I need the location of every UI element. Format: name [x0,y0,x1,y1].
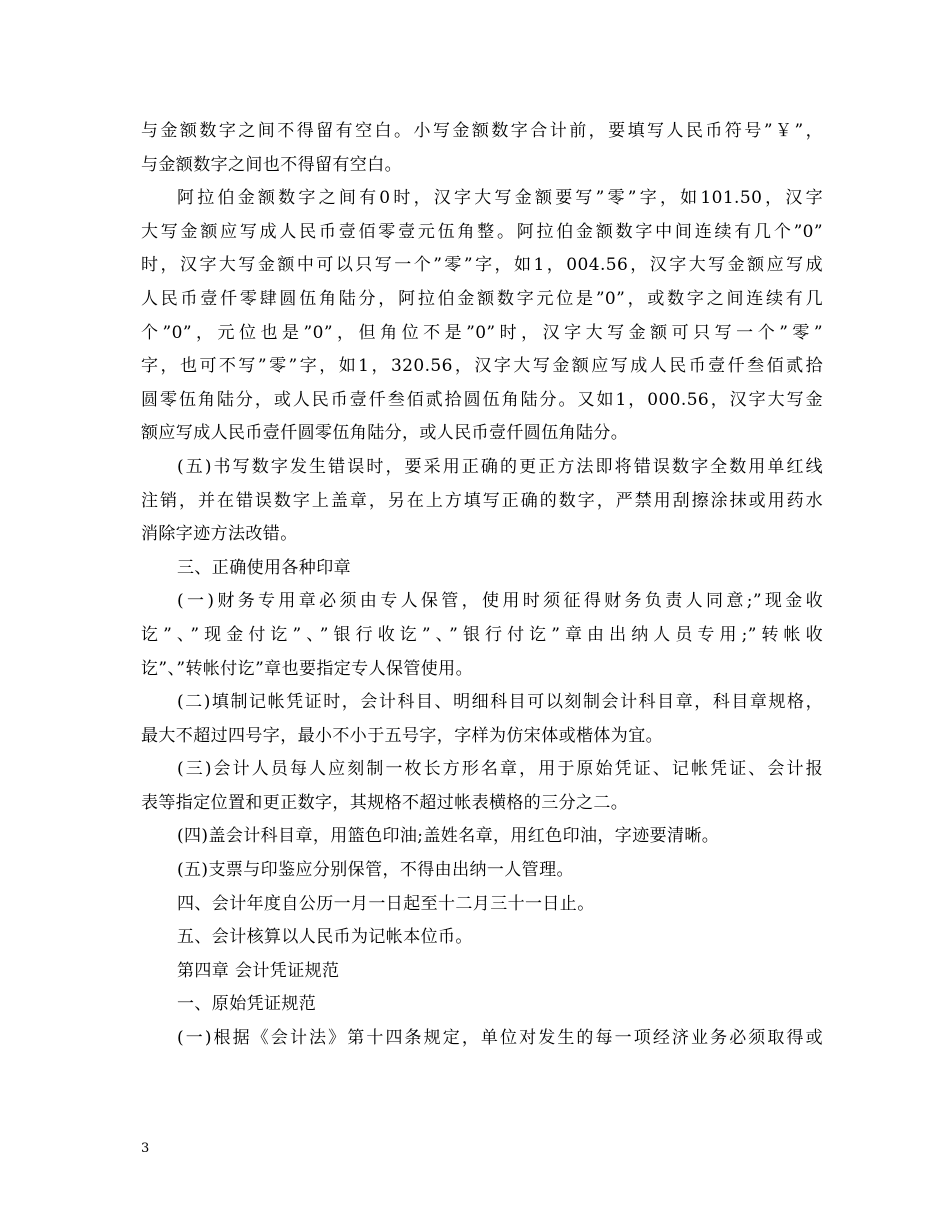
text-line: (五)支票与印鉴应分别保管，不得由出纳一人管理。 [177,860,574,881]
text-line: 大写金额应写成人民币壹佰零壹元伍角整。阿拉伯金额数字中间连续有几个”0” [141,221,823,242]
text-line: 圆零伍角陆分，或人民币壹仟叁佰贰拾圆伍角陆分。又如1，000.56，汉字大写金 [141,389,823,410]
text-line: 五、会计核算以人民币为记帐本位币。 [177,927,473,948]
text-line: (一)财务专用章必须由专人保管，使用时须征得财务负责人同意;”现金收 [177,591,823,612]
text-line: 第四章 会计凭证规范 [177,960,340,981]
text-line: 四、会计年度自公历一月一日起至十二月三十一日止。 [177,893,595,914]
text-line: 注销，并在错误数字上盖章，另在上方填写正确的数字，严禁用刮擦涂抹或用药水 [141,490,823,511]
text-line: 人民币壹仟零肆圆伍角陆分，阿拉伯金额数字元位是”0”，或数字之间连续有几 [141,288,823,309]
text-line: 表等指定位置和更正数字，其规格不超过帐表横格的三分之二。 [141,792,629,813]
text-line: (四)盖会计科目章，用篮色印油;盖姓名章，用红色印油，字迹要清晰。 [177,826,720,847]
text-line: 最大不超过四号字，最小不小于五号字，字样为仿宋体或楷体为宜。 [141,725,663,746]
text-line: (二)填制记帐凭证时，会计科目、明细科目可以刻制会计科目章，科目章规格， [177,692,823,713]
page-number: 3 [141,1141,150,1156]
text-line: 额应写成人民币壹仟圆零伍角陆分，或人民币壹仟圆伍角陆分。 [141,423,629,444]
text-line: 三、正确使用各种印章 [177,557,351,578]
text-line: 与金额数字之间也不得留有空白。 [141,154,402,175]
text-line: 阿拉伯金额数字之间有0时，汉字大写金额要写”零”字，如101.50，汉字 [177,188,823,209]
text-line: 消除字迹方法改错。 [141,524,298,545]
text-line: 时，汉字大写金额中可以只写一个”零”字，如1，004.56，汉字大写金额应写成 [141,255,823,276]
document-body [141,115,823,1056]
text-line: 个”0”，元位也是”0”，但角位不是”0”时，汉字大写金额可只写一个”零” [141,322,823,343]
text-line: (五)书写数字发生错误时，要采用正确的更正方法即将错误数字全数用单红线 [177,456,823,477]
text-line: (一)根据《会计法》第十四条规定，单位对发生的每一项经济业务必须取得或 [177,1028,823,1049]
text-line: 与金额数字之间不得留有空白。小写金额数字合计前，要填写人民币符号”￥”， [141,121,823,141]
text-line: (三)会计人员每人应刻制一枚长方形名章，用于原始凭证、记帐凭证、会计报 [177,759,823,780]
text-line: 讫”、”现金付讫”、”银行收讫”、”银行付讫”章由出纳人员专用;”转帐收 [141,624,823,645]
text-line: 字，也可不写”零”字，如1，320.56，汉字大写金额应写成人民币壹仟叁佰贰拾 [141,356,823,377]
text-line: 一、原始凭证规范 [177,994,317,1015]
text-line: 讫”、”转帐付讫”章也要指定专人保管使用。 [141,658,473,679]
